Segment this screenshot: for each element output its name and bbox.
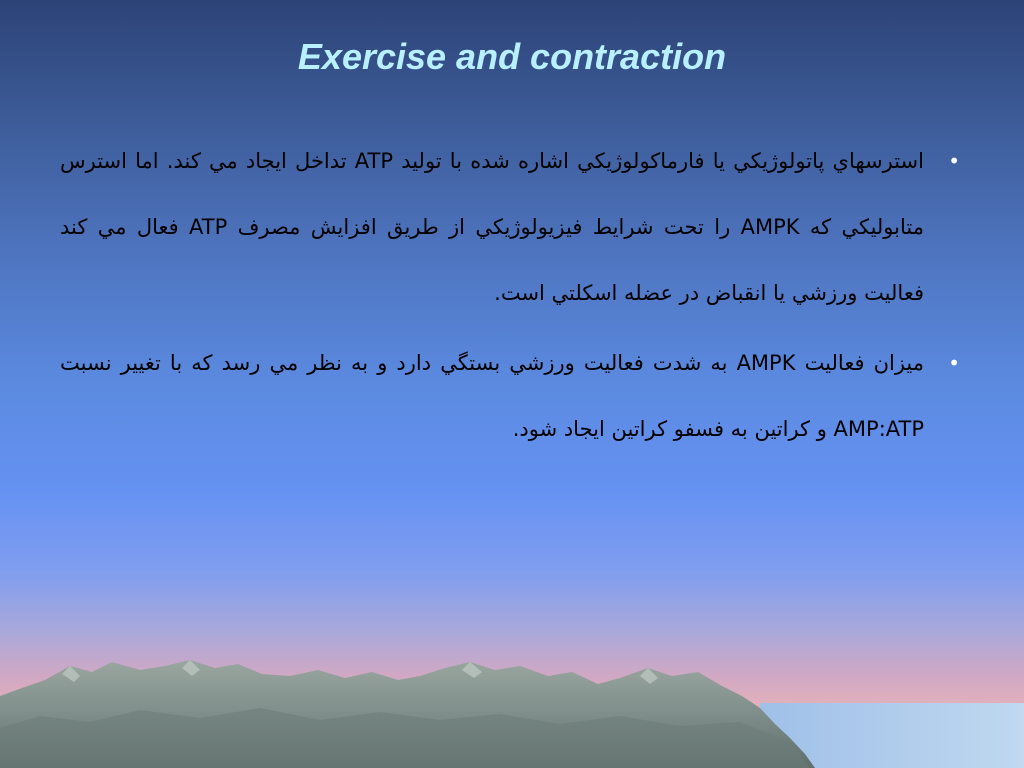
bullet-text: استرسهاي پاتولوژيکي يا فارماکولوژيکي اشاره شده با توليد ATP تداخل ايجاد مي کند. اما استرس متابوليکي که AMPK را تحت شرايط فيزيولوژيکي از طريق افزايش مصرف ATP فعال مي کند فعاليت ورزشي يا انقباض در عضله اسکلتي است.: [60, 149, 924, 305]
bullet-item: [60, 128, 960, 326]
bullet-item: [60, 330, 960, 462]
slide-title: Exercise and contraction: [297, 36, 727, 77]
bullet-list: [60, 128, 960, 466]
mountain-landscape: [0, 658, 1024, 768]
bullet-marker: •: [948, 149, 960, 173]
bullet-text: ميزان فعاليت AMPK به شدت فعاليت ورزشي بستگي دارد و به نظر مي رسد که با تغيير نسبت AMP:ATP و کراتين به فسفو کراتين ايجاد شود.: [60, 351, 925, 441]
bullet-marker: •: [948, 351, 960, 375]
